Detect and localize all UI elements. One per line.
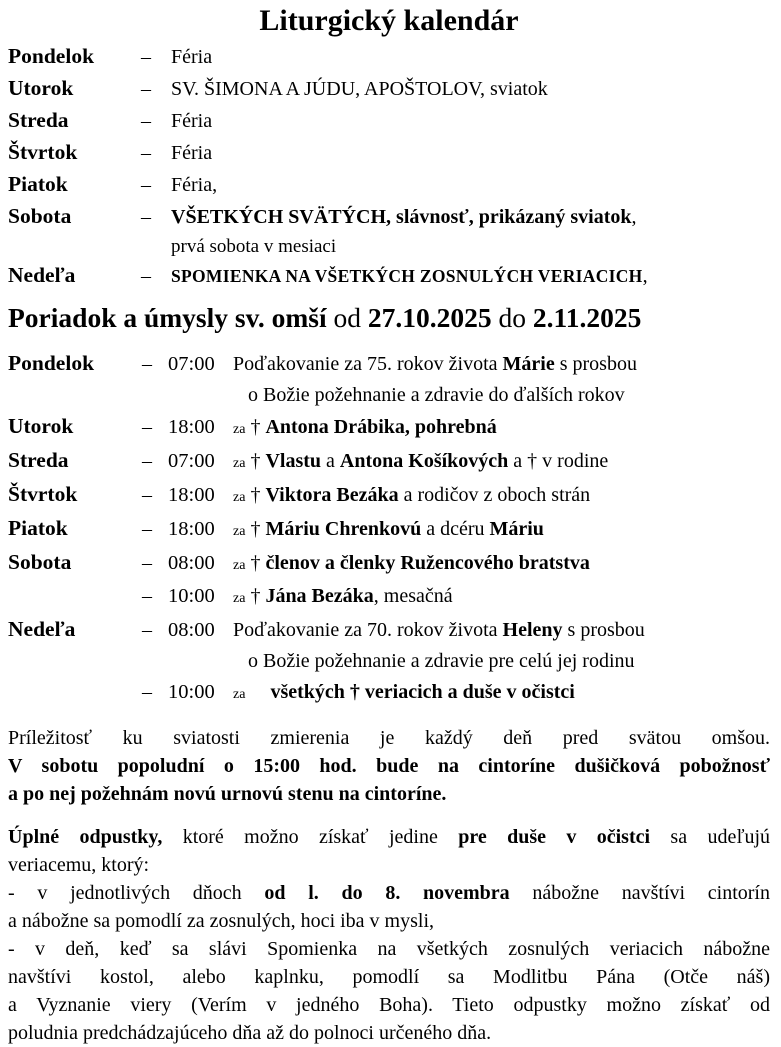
text-run: za [233,422,246,437]
mass-intention-line [233,412,770,445]
calendar-entry [171,261,770,292]
mass-row [8,614,770,677]
mass-time: 10:00 [168,681,215,703]
text-run: , [642,265,648,287]
calendar-entry-line [171,233,770,260]
dash-separator: – [141,142,151,164]
text-run: Poďakovanie za 75. rokov života [233,353,503,375]
calendar-entry-line [171,261,770,292]
text-run: Máriu [489,518,544,540]
note-line [8,851,770,879]
text-run: SPOMIENKA NA VŠETKÝCH ZOSNULÝCH VERIACICH [171,266,643,286]
note-line [8,879,770,907]
text-run: s prosbou [562,619,645,641]
mass-time: 07:00 [168,450,215,472]
text-run: za [233,490,246,505]
note-line [8,991,770,1019]
note-line [8,823,770,851]
text-run: - v jednotlivých dňoch [8,882,265,904]
text-run: všetkých † veriacich a duše v očistci [270,681,575,703]
text-run: ktoré možno získať jedine [162,826,459,848]
text-run: † [245,416,266,438]
mass-row [8,513,770,547]
text-run: † [245,484,266,506]
mass-intention-line [233,615,770,646]
mass-intention-line [233,349,770,380]
text-run: Vlastu [265,450,322,472]
text-run: Poriadok a úmysly sv. omší [8,302,327,333]
mass-day-label: Štvrtok [8,482,78,506]
dash-separator: – [141,265,151,287]
text-run: SV. ŠIMONA A JÚDU, APOŠTOLOV, sviatok [171,78,548,100]
text-run: členov a členky Ružencového bratstva [265,552,590,574]
calendar-row [8,41,770,73]
mass-intention [233,514,770,547]
dash-separator: – [142,450,152,472]
text-run: 2.11.2025 [532,302,642,333]
note-line [8,907,770,935]
calendar-row [8,260,770,292]
calendar-entry [171,74,770,105]
calendar-row [8,73,770,105]
calendar-entry-line [171,74,770,105]
text-run: Féria [171,110,213,132]
calendar-entry-line [171,42,770,73]
note-line [8,963,770,991]
text-run: Heleny [502,619,563,641]
text-run: o Božie požehnanie a zdravie pre celú jej rodinu [248,650,635,672]
text-run [245,681,270,703]
mass-intention [233,446,770,479]
note-line [8,935,770,963]
mass-day-label: Utorok [8,414,74,438]
mass-day-label: Streda [8,448,69,472]
liturgical-calendar-title: Liturgický kalendár [259,4,519,37]
mass-day-label: Pondelok [8,351,95,375]
mass-intention-line [233,480,770,513]
mass-row [8,445,770,479]
mass-intention [233,548,770,581]
calendar-row [8,105,770,137]
calendar-day-label: Utorok [8,76,74,100]
calendar-entry-line [171,202,770,233]
mass-row [8,348,770,411]
mass-intention-line [233,446,770,479]
text-run: pre duše v očistci [458,826,651,848]
text-run: a † v rodine [508,450,609,472]
mass-row [8,581,770,614]
text-run: a [321,450,340,472]
calendar-row [8,201,770,260]
text-run: poludnia predchádzajúceho dňa až do polnoci určeného dňa. [8,1022,492,1044]
calendar-day-label: Streda [8,108,69,132]
text-run: Príležitosť ku sviatosti zmierenia je každý deň pred svätou omšou. [8,727,770,749]
text-run: o Božie požehnanie a zdravie do ďalších rokov [248,384,625,406]
mass-intention-line [233,514,770,547]
text-run: Máriu Chrenkovú [265,518,422,540]
text-run: Poďakovanie za 70. rokov života [233,619,503,641]
calendar-entry [171,170,770,201]
liturgical-calendar-list [8,41,770,292]
mass-intention [233,349,770,411]
text-run: a dcéru [421,518,490,540]
text-run: a Vyznanie viery (Verím v jedného Boha). Tieto odpustky možno získať od [8,994,770,1016]
mass-intention [233,581,770,614]
text-run: VŠETKÝCH SVÄTÝCH, slávnosť, prikázaný sviatok [171,206,632,228]
text-run: 27.10.2025 [367,302,492,333]
mass-schedule-list [8,348,770,710]
mass-time: 07:00 [168,353,215,375]
text-run: † [245,450,266,472]
text-run: Antona Drábika, pohrebná [265,416,497,438]
text-run: nábožne navštívi cintorín [509,882,770,904]
note-line [8,752,770,780]
mass-intention-line [233,677,770,710]
calendar-entry-line [171,138,770,169]
mass-row [8,677,770,710]
dash-separator: – [142,518,152,540]
text-run: s prosbou [554,353,637,375]
text-run: Úplné odpustky, [8,826,163,848]
text-run: sa udeľujú [650,826,770,848]
calendar-entry-line [171,170,770,201]
text-run: a po nej požehnám novú urnovú stenu na cintoríne. [8,783,447,805]
mass-intention-line [233,548,770,581]
text-run: Márie [502,353,555,375]
dash-separator: – [142,484,152,506]
text-run: za [233,687,246,702]
note-line [8,780,770,808]
calendar-day-label: Sobota [8,204,72,228]
calendar-entry [171,202,770,260]
calendar-row [8,169,770,201]
mass-time: 08:00 [168,552,215,574]
dash-separator: – [141,78,151,100]
mass-row [8,547,770,581]
mass-time: 18:00 [168,518,215,540]
text-run: † [245,552,266,574]
dash-separator: – [141,174,151,196]
notes-section [8,724,770,1047]
calendar-day-label: Piatok [8,172,68,196]
calendar-entry-line [171,106,770,137]
dash-separator: – [142,619,152,641]
text-run: , [631,206,637,228]
text-run: - v deň, keď sa slávi Spomienka na všetkých zosnulých veriacich nábožne [8,938,770,960]
mass-intention [233,615,770,677]
mass-row [8,479,770,513]
text-run: od [326,302,368,333]
calendar-entry [171,42,770,73]
mass-intention [233,677,770,710]
dash-separator: – [141,46,151,68]
text-run: Féria [171,142,213,164]
mass-time: 18:00 [168,484,215,506]
text-run: Jána Bezáka [265,585,374,607]
calendar-row [8,137,770,169]
text-run: do [491,302,533,333]
text-run: za [233,558,246,573]
text-run: † [245,518,266,540]
text-run: a rodičov z oboch strán [398,484,591,506]
mass-day-label: Piatok [8,516,68,540]
text-run: Féria, [171,174,218,196]
text-run: a nábožne sa pomodlí za zosnulých, hoci iba v mysli, [8,910,435,932]
text-run: V sobotu popoludní o 15:00 hod. bude na cintoríne dušičková pobožnosť [8,755,770,777]
text-run: , mesačná [373,585,453,607]
text-run: za [233,524,246,539]
dash-separator: – [141,206,151,228]
calendar-day-label: Pondelok [8,44,95,68]
mass-intention-line [233,646,770,677]
mass-intention-line [233,581,770,614]
mass-schedule-title [8,300,770,336]
mass-time: 18:00 [168,416,215,438]
text-run: Antona Košíkových [339,450,509,472]
text-run: Viktora Bezáka [265,484,399,506]
dash-separator: – [142,416,152,438]
calendar-entry [171,106,770,137]
mass-day-label: Nedeľa [8,617,76,641]
mass-day-label: Sobota [8,550,72,574]
mass-intention [233,480,770,513]
note-paragraph [8,823,770,1047]
text-run: veriacemu, ktorý: [8,854,150,876]
mass-time: 08:00 [168,619,215,641]
text-run: † [245,585,266,607]
mass-time: 10:00 [168,585,215,607]
calendar-day-label: Nedeľa [8,263,76,287]
text-run: Féria [171,46,213,68]
mass-intention-line [233,380,770,411]
calendar-entry [171,138,770,169]
mass-intention [233,412,770,445]
dash-separator: – [142,353,152,375]
text-run: za [233,456,246,471]
note-line [8,724,770,752]
text-run: od l. do 8. novembra [264,882,510,904]
note-line [8,1019,770,1047]
dash-separator: – [142,552,152,574]
note-paragraph [8,724,770,808]
dash-separator: – [141,110,151,132]
calendar-day-label: Štvrtok [8,140,78,164]
dash-separator: – [142,585,152,607]
mass-row [8,411,770,445]
text-run: navštívi kostol, alebo kaplnku, pomodlí sa Modlitbu Pána (Otče náš) [8,966,770,988]
text-run: za [233,591,246,606]
dash-separator: – [142,681,152,703]
text-run: prvá sobota v mesiaci [171,236,337,257]
